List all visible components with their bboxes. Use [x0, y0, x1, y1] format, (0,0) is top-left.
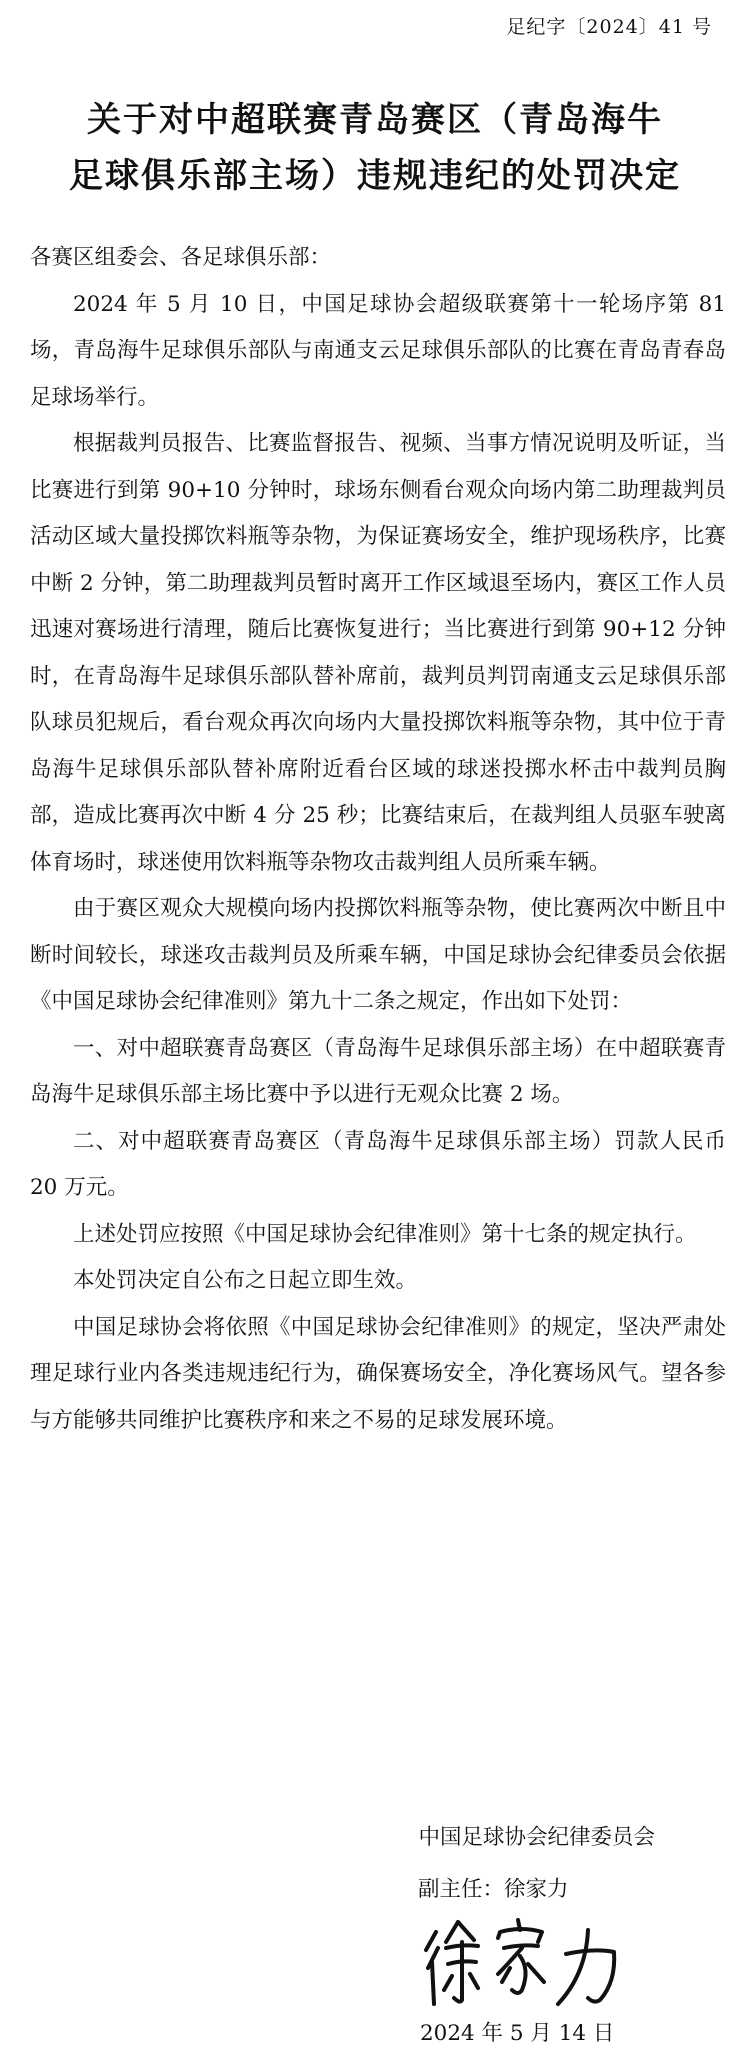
paragraph-penalty-two: 二、对中超联赛青岛赛区（青岛海牛足球俱乐部主场）罚款人民币 20 万元。	[30, 1128, 726, 1200]
document-title	[40, 92, 710, 204]
title-line: 关于对中超联赛青岛赛区（青岛海牛	[87, 100, 663, 140]
paragraph-match-info: 2024 年 5 月 10 日，中国足球协会超级联赛第十一轮场序第 81 场，青岛海牛足球俱乐部队与南通支云足球俱乐部队的比赛在青岛青春岛足球场举行。	[30, 291, 726, 410]
paragraph-effective: 本处罚决定自公布之日起立即生效。	[73, 1268, 418, 1293]
paragraph-legal-basis: 由于赛区观众大规模向场内投掷饮料瓶等杂物，使比赛两次中断且中断时间较长，球迷攻击裁判员及所乘车辆，中国足球协会纪律委员会依据《中国足球协会纪律准则》第九十二条之规定，作出如下处罚：	[30, 896, 726, 1014]
signer-title: 副主任：徐家力	[418, 1877, 569, 1902]
paragraph-execution: 上述处罚应按照《中国足球协会纪律准则》第十七条的规定执行。	[73, 1221, 697, 1247]
issuer-name: 中国足球协会纪律委员会	[418, 1825, 655, 1850]
document-number: 足纪字〔2024〕41 号	[506, 16, 712, 38]
document-body	[30, 235, 726, 1444]
paragraph-incident-details: 根据裁判员报告、比赛监督报告、视频、当事方情况说明及听证，当比赛进行到第 90+10 分钟时，球场东侧看台观众向场内第二助理裁判员活动区域大量投掷饮料瓶等杂物，为保证赛场安全，维护现场秩序，比赛中断 2 分钟，第二助理裁判员暂时离开工作区域退至场内，赛区工作人员迅速对赛场进行清理，随后比赛恢复进行；当比赛进行到第 90+12 分钟时，在青岛海牛足球俱乐部队替补席前，裁判员判罚南通支云足球俱乐部队球员犯规后，看台观众再次向场内大量投掷饮料瓶等杂物，其中位于青岛海牛足球俱乐部队替补席附近看台区域的球迷投掷水杯击中裁判员胸部，造成比赛再次中断 4 分 25 秒；比赛结束后，在裁判组人员驱车驶离体育场时，球迷使用饮料瓶等杂物攻击裁判组人员所乘车辆。	[30, 431, 726, 875]
salutation: 各赛区组委会、各足球俱乐部：	[30, 245, 332, 270]
paragraph-closing: 中国足球协会将依照《中国足球协会纪律准则》的规定，坚决严肃处理足球行业内各类违规违纪行为，确保赛场安全，净化赛场风气。望各参与方能够共同维护比赛秩序和来之不易的足球发展环境。	[30, 1314, 726, 1433]
sign-date: 2024 年 5 月 14 日	[420, 2021, 615, 2046]
handwritten-signature	[418, 1912, 628, 2012]
paragraph-penalty-one: 一、对中超联赛青岛赛区（青岛海牛足球俱乐部主场）在中超联赛青岛海牛足球俱乐部主场比赛中予以进行无观众比赛 2 场。	[30, 1035, 726, 1107]
title-line: 足球俱乐部主场）违规违纪的处罚决定	[69, 156, 681, 196]
